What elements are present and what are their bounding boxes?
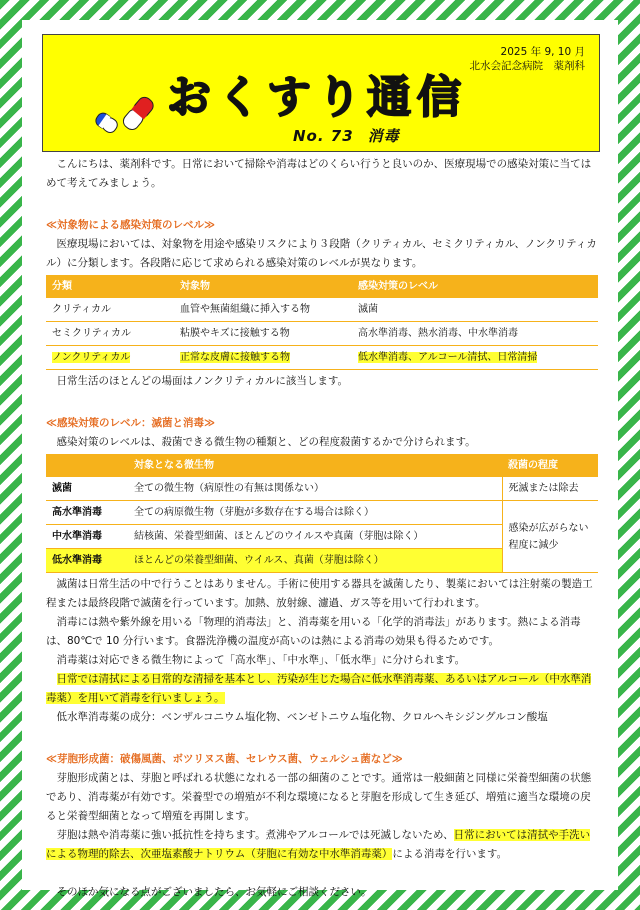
table-row xyxy=(46,501,598,525)
table-cell: 中水準消毒 xyxy=(46,525,128,549)
date-block xyxy=(470,45,586,73)
table-cell: 高水準消毒 xyxy=(46,501,128,525)
section2-paragraph: 消毒薬は対応できる微生物によって「高水準」、「中水準」、「低水準」に分けられます。 xyxy=(56,654,466,666)
table-cell: 全ての病原微生物（芽胞が多数存在する場合は除く） xyxy=(128,501,502,525)
issue-label xyxy=(279,125,400,146)
table-header-cell: 対象物 xyxy=(174,275,352,298)
table-header-row xyxy=(46,454,598,477)
table-header-cell: 感染対策のレベル xyxy=(352,275,598,298)
table-header-row xyxy=(46,275,598,298)
table-cell: 正常な皮膚に接触する物 xyxy=(174,346,352,370)
sterilization-table xyxy=(46,454,598,573)
table-row xyxy=(46,298,598,322)
table-cell: クリティカル xyxy=(46,298,174,322)
table-cell: 感染が広がらない程度に減少 xyxy=(502,501,598,573)
section2-ingredients: 低水準消毒薬の成分：ベンザルコニウム塩化物、ベンゼトニウム塩化物、クロルヘキシジングルコン酸塩 xyxy=(56,711,548,723)
issue-topic: 消毒 xyxy=(367,127,400,145)
section2-paragraph: 滅菌は日常生活の中で行うことはありません。手術に使用する器具を滅菌したり、製薬においては注射薬の製造工程または最終段階で滅菌を行っています。加熱、放射線、濾過、ガス等を用いて行われます。 xyxy=(46,578,593,609)
newsletter-title: おくすり通信 xyxy=(167,72,467,123)
table-cell: 高水準消毒、熱水消毒、中水準消毒 xyxy=(352,322,598,346)
table-row-highlighted xyxy=(46,346,598,370)
section-heading-levels: ≪対象物による感染対策のレベル≫ xyxy=(46,219,215,231)
table-cell: 低水準消毒、アルコール清拭、日常清掃 xyxy=(352,346,598,370)
table-header-cell: 対象となる微生物 xyxy=(128,454,502,477)
section1-paragraph: 医療現場においては、対象物を用途や感染リスクにより３段階（クリティカル、セミクリティカル、ノンクリティカル）に分類します。各段階に応じて求められる感染対策のレベルが異なります。 xyxy=(46,238,597,269)
issue-number: No. 73 xyxy=(293,127,354,145)
closing-line: そのほか気になる点がございましたら、お気軽にご相談ください。 xyxy=(56,886,372,898)
table-cell: 結核菌、栄養型細菌、ほとんどのウイルスや真菌（芽胞は除く） xyxy=(128,525,502,549)
section2-highlight: 日常では清拭による日常的な清掃を基本とし、汚染が生じた場合に低水準消毒薬、あるいはアルコール（中水準消毒薬）を用いて消毒を行いましょう。 xyxy=(46,673,592,704)
table-cell: 滅菌 xyxy=(46,477,128,501)
classification-table xyxy=(46,275,598,370)
table-row xyxy=(46,477,598,501)
section2-paragraph: 感染対策のレベルは、殺菌できる微生物の種類と、どの程度殺菌するかで分けられます。 xyxy=(56,436,476,448)
table-cell: 死滅または除去 xyxy=(502,477,598,501)
newsletter-page xyxy=(22,20,618,898)
intro-paragraph: こんにちは、薬剤科です。日常において掃除や消毒はどのくらい行うと良いのか、医療現場での感染対策に当てはめて考えてみましょう。 xyxy=(46,158,592,189)
section-heading-sterilization: ≪感染対策のレベル：滅菌と消毒≫ xyxy=(46,417,215,429)
title-banner xyxy=(42,34,600,152)
capsule-icon xyxy=(93,87,157,143)
section-heading-spores: ≪芽胞形成菌：破傷風菌、ボツリヌス菌、セレウス菌、ウェルシュ菌など≫ xyxy=(46,753,403,765)
section1-note: 日常生活のほとんどの場面はノンクリティカルに該当します。 xyxy=(56,375,348,387)
table-cell: ノンクリティカル xyxy=(46,346,174,370)
table-cell: ほとんどの栄養型細菌、ウイルス、真菌（芽胞は除く） xyxy=(128,549,502,573)
newsletter-body xyxy=(46,155,598,902)
table-header-cell: 殺菌の程度 xyxy=(502,454,598,477)
organization: 北水会記念病院 薬剤科 xyxy=(469,60,585,72)
table-header-cell xyxy=(46,454,128,477)
section3-paragraph: 芽胞形成菌とは、芽胞と呼ばれる状態になれる一部の細菌のことです。通常は一般細菌と同様に栄養型細菌の状態であり、消毒薬が有効です。栄養型での増殖が不利な環境になると芽胞を形成して生き延び、増殖に適当な環境の戻ると栄養型細菌となって増殖を再開します。 xyxy=(46,772,592,822)
table-cell: 滅菌 xyxy=(352,298,598,322)
table-cell: 低水準消毒 xyxy=(46,549,128,573)
table-cell: 粘膜やキズに接触する物 xyxy=(174,322,352,346)
section3-paragraph: 芽胞は熱や消毒薬に強い抵抗性を持ちます。煮沸やアルコールでは死滅しないため、日常においては清拭や手洗いによる物理的除去、次亜塩素酸ナトリウム（芽胞に有効な中水準消毒薬）による消毒を行います。 xyxy=(46,829,591,860)
table-cell: セミクリティカル xyxy=(46,322,174,346)
table-cell: 血管や無菌組織に挿入する物 xyxy=(174,298,352,322)
section2-paragraph: 消毒には熱や紫外線を用いる「物理的消毒法」と、消毒薬を用いる「化学的消毒法」があります。熱による消毒は、80℃で 10 分行います。食器洗浄機の温度が高いのは熱による消毒の効果も得るためです。 xyxy=(46,616,581,647)
table-cell: 全ての微生物（病原性の有無は関係ない） xyxy=(128,477,502,501)
issue-date: 2025 年 9, 10 月 xyxy=(500,46,585,58)
table-header-cell: 分類 xyxy=(46,275,174,298)
table-row xyxy=(46,322,598,346)
